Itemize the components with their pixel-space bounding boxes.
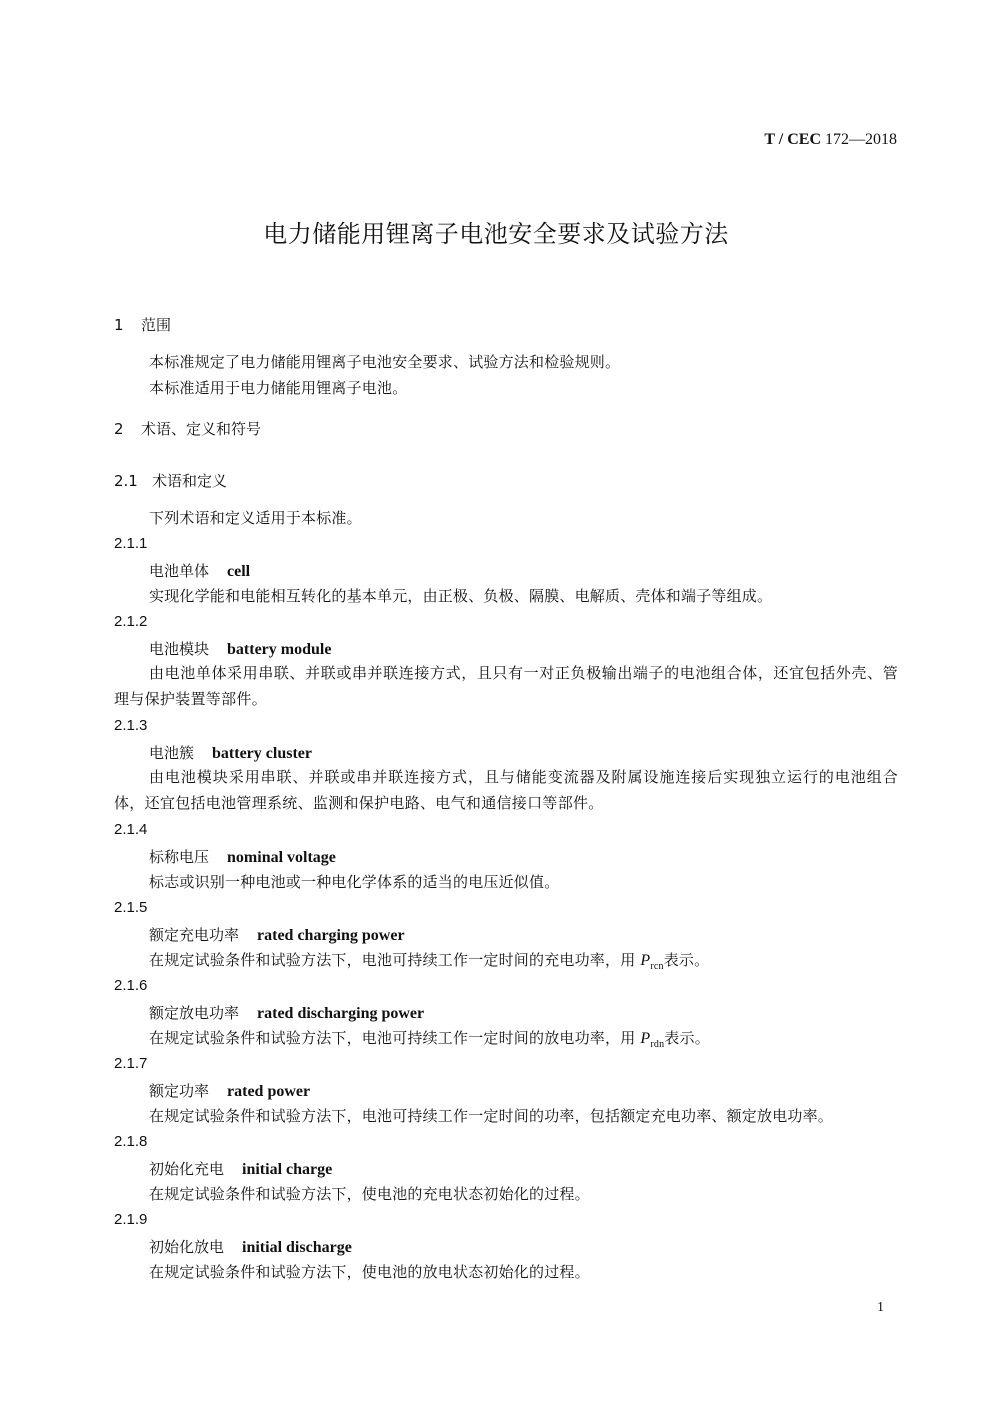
term-zh: 电池单体 (149, 562, 210, 580)
standard-code (764, 131, 897, 149)
clause-number: 2.1.7 (114, 1055, 148, 1072)
term-definition: 在规定试验条件和试验方法下，使电池的充电状态初始化的过程。 (149, 1185, 590, 1203)
term-definition: 在规定试验条件和试验方法下，电池可持续工作一定时间的功率，包括额定充电功率、额定放电功率。 (149, 1107, 834, 1125)
term-en: cell (227, 563, 251, 580)
symbol: P (640, 1030, 651, 1047)
section-number: 2.1 (114, 472, 138, 490)
symbol: P (640, 952, 651, 969)
term-en: battery module (227, 641, 332, 658)
section-title: 术语、定义和符号 (141, 420, 262, 438)
definition-text: 表示。 (663, 951, 710, 969)
term-zh: 额定放电功率 (149, 1004, 240, 1022)
term-en: nominal voltage (227, 849, 336, 866)
page-number: 1 (877, 1300, 884, 1315)
term-en: initial discharge (242, 1239, 352, 1256)
term-definition: 实现化学能和电能相互转化的基本单元，由正极、负极、隔膜、电解质、壳体和端子等组成。 (149, 587, 773, 605)
scope-paragraph-1: 本标准规定了电力储能用锂离子电池安全要求、试验方法和检验规则。 (149, 353, 621, 371)
term-zh: 电池簇 (149, 744, 195, 762)
term-zh: 初始化放电 (149, 1238, 225, 1256)
term-heading (149, 638, 331, 659)
term-zh: 标称电压 (149, 848, 210, 866)
term-en: rated discharging power (257, 1005, 425, 1022)
term-heading (149, 742, 312, 763)
term-en: battery cluster (212, 745, 312, 762)
section-2-heading (114, 418, 261, 439)
symbol-subscript: rcn (650, 961, 664, 972)
document-title: 电力储能用锂离子电池安全要求及试验方法 (263, 220, 729, 248)
term-heading (149, 1002, 424, 1023)
term-definition: 标志或识别一种电池或一种电化学体系的适当的电压近似值。 (149, 873, 560, 891)
term-zh: 电池模块 (149, 640, 210, 658)
section-number: 1 (114, 316, 124, 334)
term-zh: 额定充电功率 (149, 926, 240, 944)
symbol-subscript: rdn (650, 1039, 665, 1050)
term-heading (149, 1158, 332, 1179)
term-definition (149, 949, 709, 972)
scope-paragraph-2: 本标准适用于电力储能用锂离子电池。 (149, 379, 408, 397)
term-heading (149, 1236, 352, 1257)
clause-number: 2.1.5 (114, 899, 148, 916)
clause-number: 2.1.6 (114, 977, 148, 994)
term-heading (149, 924, 405, 945)
term-definition: 由电池模块采用串联、并联或串并联连接方式，且与储能变流器及附属设施连接后实现独立运行的电池组合体，还宜包括电池管理系统、监测和保护电路、电气和通信接口等部件。 (114, 768, 898, 812)
section-2-1-heading (114, 470, 227, 491)
clause-number: 2.1.3 (114, 717, 148, 734)
term-en: rated power (227, 1083, 311, 1100)
clause-number: 2.1.9 (114, 1211, 148, 1228)
standard-code-number: 172—2018 (821, 131, 897, 148)
clause-number: 2.1.1 (114, 535, 148, 552)
term-heading (149, 560, 250, 581)
term-definition: 在规定试验条件和试验方法下，使电池的放电状态初始化的过程。 (149, 1263, 590, 1281)
definition-text: 在规定试验条件和试验方法下，电池可持续工作一定时间的放电功率，用 (149, 1029, 641, 1047)
clause-number: 2.1.4 (114, 821, 148, 838)
standard-code-prefix: T / CEC (764, 131, 821, 148)
section-title: 范围 (141, 316, 172, 334)
section-1-heading (114, 314, 171, 335)
definition-text: 在规定试验条件和试验方法下，电池可持续工作一定时间的充电功率，用 (149, 951, 641, 969)
term-heading (149, 1080, 310, 1101)
term-en: rated charging power (257, 927, 405, 944)
term-zh: 初始化充电 (149, 1160, 225, 1178)
term-heading (149, 846, 336, 867)
term-definition (149, 1027, 710, 1050)
term-definition: 由电池单体采用串联、并联或串并联连接方式，且只有一对正负极输出端子的电池组合体，还宜包括外壳、管理与保护装置等部件。 (114, 664, 898, 708)
clause-number: 2.1.2 (114, 613, 148, 630)
section-title: 术语和定义 (152, 472, 228, 490)
term-en: initial charge (242, 1161, 333, 1178)
section-number: 2 (114, 420, 124, 438)
definition-text: 表示。 (664, 1029, 710, 1047)
terms-intro: 下列术语和定义适用于本标准。 (149, 509, 362, 527)
term-zh: 额定功率 (149, 1082, 210, 1100)
clause-number: 2.1.8 (114, 1133, 148, 1150)
